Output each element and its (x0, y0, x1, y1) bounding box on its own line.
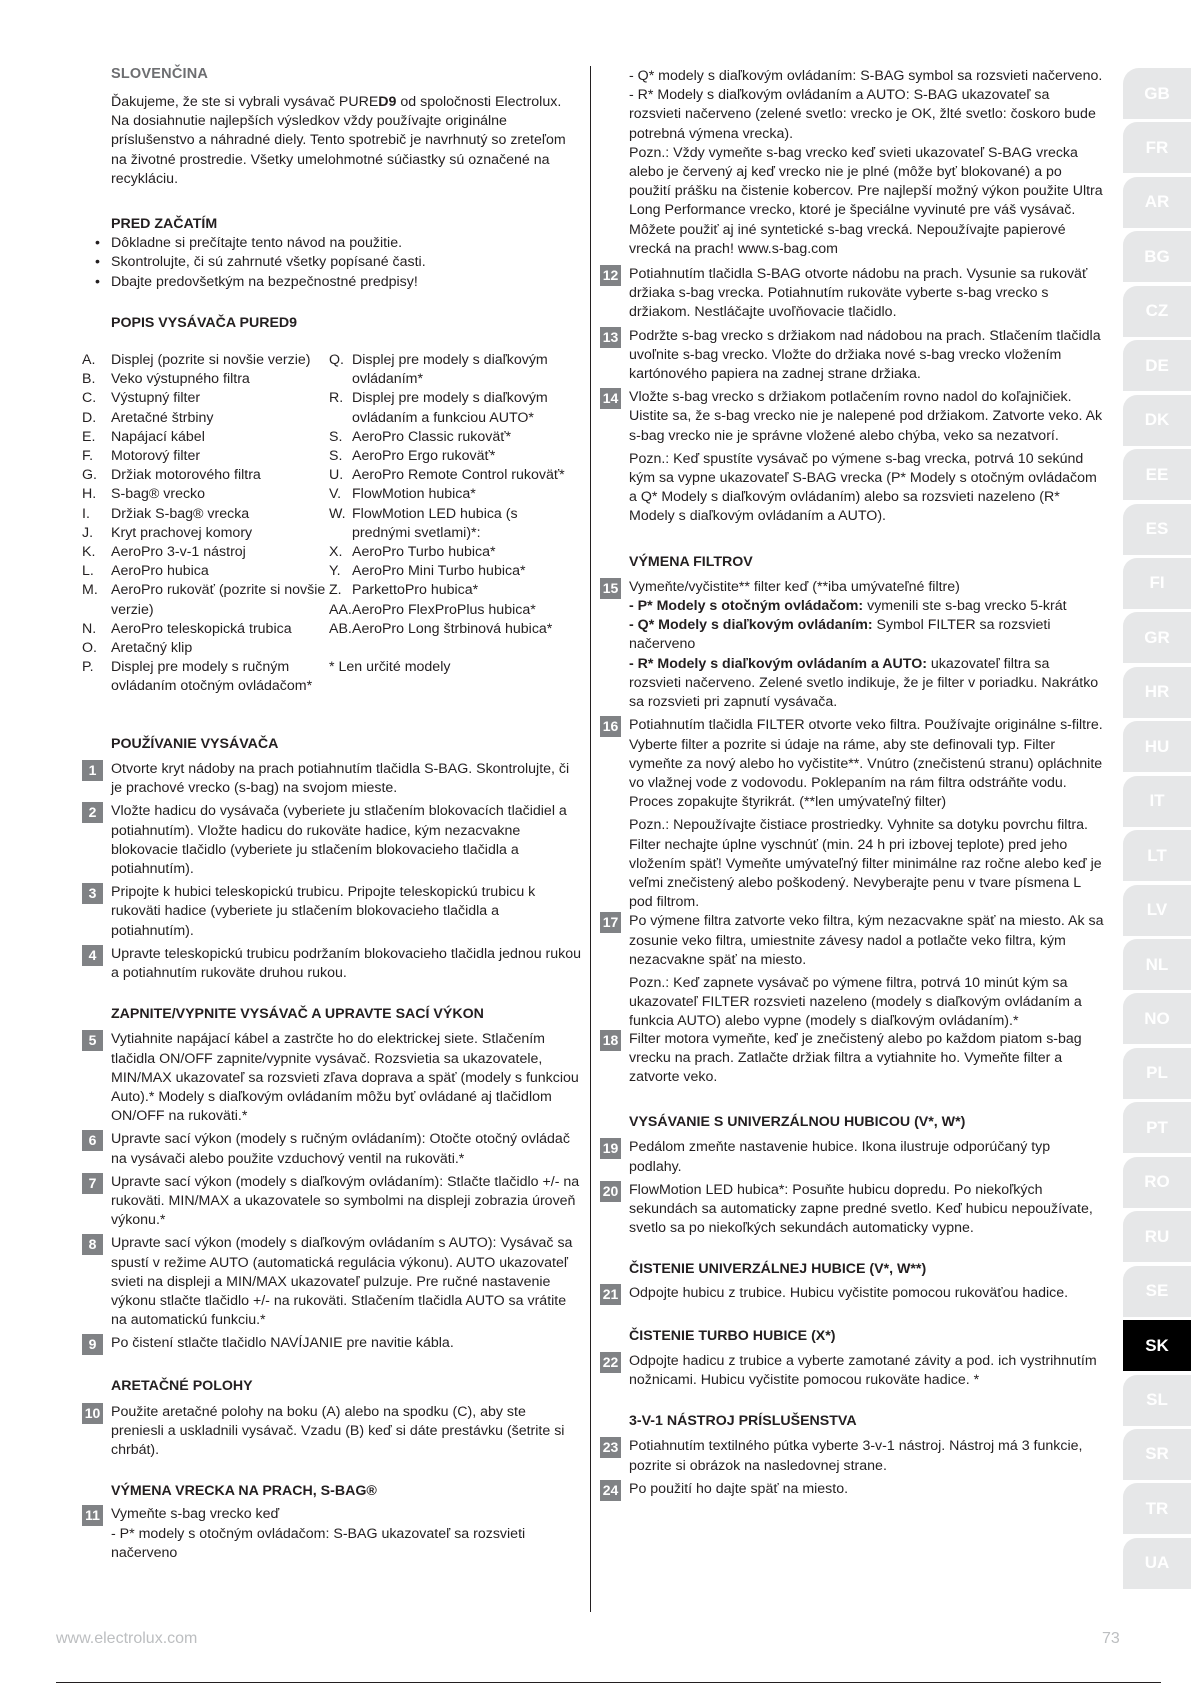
part-item: H. S-bag® vrecko (82, 486, 206, 503)
section-heading-using: POUŽÍVANIE VYSÁVAČA (111, 735, 279, 752)
part-item: K. AeroPro 3-v-1 nástroj (82, 544, 246, 561)
step-number-badge: 23 (600, 1437, 621, 1458)
part-item: P. Displej pre modely s ručným ovládaním otočným ovládačom* (82, 659, 313, 695)
tab-se[interactable]: SE (1123, 1266, 1191, 1317)
step-item: 10 Použite aretačné polohy na boku (A) alebo na spodku (C), aby ste preniesli a uskladnili vysávač. Vzadu (B) keď si dáte prestávku (šetrite si chrbát). (82, 1403, 582, 1461)
model-p-label: - P* Modely s otočným ovládačom: (629, 598, 864, 615)
left-column (82, 66, 582, 1563)
step-number-badge: 14 (600, 388, 621, 409)
step-item: 18 Filter motora vymeňte, keď je znečistený alebo po každom piatom s-bag vrecku na prach. Zatlačte držiak filtra a vytiahnite ho. Vymeňte filter a zatvorte veko. (600, 1030, 1105, 1088)
tab-lt[interactable]: LT (1123, 830, 1191, 881)
sbag-reset-note: Pozn.: Keď spustíte vysávač po výmene s-bag vrecka, potrvá 10 sekúnd kým sa vypne ukazovateľ S-BAG vrecka (P* Modely s otočným ovládačom a Q* Modely s diaľkovým ovládaním) alebo sa rozsvieti nazeleno (R* Modely s diaľkovým ovládaním a AUTO). (629, 450, 1097, 525)
part-item: V. FlowMotion hubica* (329, 486, 476, 503)
step-number-badge: 24 (600, 1480, 621, 1501)
part-item: D. Aretačné štrbiny (82, 409, 214, 426)
part-item: AB. AeroPro Long štrbinová hubica* (329, 620, 553, 637)
part-item: X. AeroPro Turbo hubica* (329, 544, 496, 561)
parts-column-2 (329, 351, 576, 697)
step-number-badge: 21 (600, 1284, 621, 1305)
tab-ee[interactable]: EE (1123, 449, 1191, 500)
sbag-note: Pozn.: Vždy vymeňte s-bag vrecko keď svieti ukazovateľ S-BAG vrecka alebo je červený aj keď vrecko nie je plné (môže byť blokované) a po použití prášku na čistenie kobercov. Pre najlepší možný výkon použite Ultra Long Performance vrecko, ktoré je špeciálne vyvinuté pre váš vysávač. Môžete použiť aj iné syntetické s-bag vrecká. Nepoužívajte papierové vrecká na prach! www.s-bag.com (629, 144, 1103, 257)
step-item: 1 Otvorte kryt nádoby na prach potiahnutím tlačidla S-BAG. Skontrolujte, či je prachové vrecko (s-bag) na svojom mieste. (82, 760, 582, 798)
part-item: Z. ParkettoPro hubica* (329, 582, 479, 599)
intro-text (82, 93, 582, 189)
step-item: 6 Upravte sací výkon (modely s ručným ovládaním): Otočte otočný ovládač na vysávači alebo použite vzduchový ventil na rukoväti.* (82, 1130, 582, 1168)
part-item: I. Držiak S-bag® vrecka (82, 505, 250, 522)
step-number-badge: 7 (82, 1173, 103, 1194)
step-number-badge: 17 (600, 912, 621, 933)
step-item: 17 Po výmene filtra zatvorte veko filtra, kým nezacvakne späť na miesto. Ak sa zosunie veko filtra, umiestnite závesy nadol a potlačte veko filtra, kým nezacvakne späť na miesto. (600, 912, 1105, 970)
part-item: S. AeroPro Classic rukoväť* (329, 428, 512, 445)
step-number-badge: 4 (82, 945, 103, 966)
part-item: A. Displej (pozrite si novšie verzie) (82, 352, 311, 369)
section-heading-parking: ARETAČNÉ POLOHY (111, 1378, 253, 1395)
right-column (600, 66, 1105, 1501)
section-heading-sbag: VÝMENA VRECKA NA PRACH, S-BAG® (111, 1483, 377, 1500)
tab-tr[interactable]: TR (1123, 1483, 1191, 1534)
page-number: 73 (1102, 1630, 1120, 1647)
part-item: L. AeroPro hubica (82, 563, 209, 580)
step-number-badge: 2 (82, 802, 103, 823)
list-item: • Dbajte predovšetkým na bezpečnostné predpisy! (82, 273, 582, 292)
step-item: 23 Potiahnutím textilného pútka vyberte 3-v-1 nástroj. Nástroj má 3 funkcie, pozrite si obrázok na nasledovnej strane. (600, 1437, 1105, 1475)
step-number-badge: 19 (600, 1138, 621, 1159)
language-tabs (1123, 68, 1191, 1592)
step-item: 13 Podržte s-bag vrecko s držiakom nad nádobou na prach. Stlačením tlačidla uvoľnite s-bag vrecko. Vložte do držiaka nové s-bag vrecko vložením kartónového papiera na zadnej strane držiaka. (600, 327, 1105, 385)
step-number-badge: 10 (82, 1403, 103, 1424)
step-item: 3 Pripojte k hubici teleskopickú trubicu. Pripojte teleskopickú trubicu k rukoväti hadice (vyberiete ju stlačením blokovacieho tlačidla a potiahnutím). (82, 883, 582, 941)
tab-nl[interactable]: NL (1123, 939, 1191, 990)
step-number-badge: 9 (82, 1334, 103, 1355)
part-item: E. Napájací kábel (82, 428, 205, 445)
parts-list (82, 351, 582, 697)
step-number-badge: 3 (82, 883, 103, 904)
step-item: 14 Vložte s-bag vrecko s držiakom potlačením rovno nadol do koľajničiek. Uistite sa, že s-bag vrecko nie je nalepené pod držiakom. Zatvorte veko. Ak s-bag vrecko nie je správne vložené alebo chýba, veko sa nezatvorí. (600, 388, 1105, 446)
model-r-label: - R* Modely s diaľkovým ovládaním a AUTO: (629, 655, 927, 672)
intro-text-a: Ďakujeme, že ste si vybrali vysávač PURE (111, 94, 379, 110)
step-item: 4 Upravte teleskopickú trubicu podržaním blokovacieho tlačidla jednou rukou a potiahnutím rukoväte druhou rukou. (82, 945, 582, 983)
section-heading-before-start: PRED ZAČATÍM (111, 216, 218, 233)
part-item: F. Motorový filter (82, 448, 201, 465)
part-item: G. Držiak motorového filtra (82, 467, 261, 484)
step-item (82, 1505, 582, 1563)
tab-gr[interactable]: GR (1123, 612, 1191, 663)
tab-de[interactable]: DE (1123, 340, 1191, 391)
step-item: 12 Potiahnutím tlačidla S-BAG otvorte nádobu na prach. Vysunie sa rukoväť držiaka s-bag vrecka. Potiahnutím rukoväte vyberte s-bag vrecko s držiakom. Nestláčajte uvoľňovacie tlačidlo. (600, 265, 1105, 323)
step-number-badge: 11 (82, 1505, 103, 1526)
part-item: J. Kryt prachovej komory (82, 524, 253, 541)
step-11-continued-r: - R* Modely s diaľkovým ovládaním a AUTO: S-BAG ukazovateľ sa rozsvieti načerveno (zelené svetlo: vrecko je OK, žlté svetlo: čoskoro bude potrebná výmena vrecka). (629, 87, 1096, 142)
step-number-badge: 22 (600, 1352, 621, 1373)
language-title: SLOVENČINA (111, 66, 209, 82)
tab-dk[interactable]: DK (1123, 395, 1191, 446)
tab-fr[interactable]: FR (1123, 122, 1191, 173)
step-number-badge: 5 (82, 1030, 103, 1051)
tab-it[interactable]: IT (1123, 776, 1191, 827)
footer-url[interactable]: www.electrolux.com (56, 1630, 198, 1647)
tab-hr[interactable]: HR (1123, 667, 1191, 718)
tab-ru[interactable]: RU (1123, 1211, 1191, 1262)
tab-cz[interactable]: CZ (1123, 286, 1191, 337)
part-item: B. Veko výstupného filtra (82, 371, 250, 388)
part-item: O. Aretačný klip (82, 640, 193, 657)
step-number-badge: 1 (82, 760, 103, 781)
tab-pl[interactable]: PL (1123, 1048, 1191, 1099)
part-item: S. AeroPro Ergo rukoväť* (329, 448, 496, 465)
step-item: 22 Odpojte hadicu z trubice a vyberte zamotané závity a pod. ich vystrihnutím nožnicami. Hubicu vyčistite pomocou rukoväte hadice. * (600, 1352, 1105, 1390)
section-heading-tool: 3-V-1 NÁSTROJ PRÍSLUŠENSTVA (629, 1413, 857, 1430)
section-heading-clean-universal: ČISTENIE UNIVERZÁLNEJ HUBICE (V*, W**) (629, 1261, 927, 1278)
before-start-list (82, 234, 582, 292)
part-item: U. AeroPro Remote Control rukoväť* (329, 467, 565, 484)
part-item: Y. AeroPro Mini Turbo hubica* (329, 563, 526, 580)
step-item: 20 FlowMotion LED hubica*: Posuňte hubicu dopredu. Po niekoľkých sekundách sa automaticky zapne predné svetlo. Keď hubicu nepoužívate, svetlo sa po niekoľkých sekundách automaticky vypne. (600, 1181, 1105, 1239)
model-q-label: - Q* Modely s diaľkovým ovládaním: (629, 617, 873, 634)
tab-pt[interactable]: PT (1123, 1102, 1191, 1153)
tab-ua[interactable]: UA (1123, 1538, 1191, 1589)
footer-divider (56, 1682, 1161, 1683)
section-heading-clean-turbo: ČISTENIE TURBO HUBICE (X*) (629, 1327, 836, 1344)
step-number-badge: 20 (600, 1181, 621, 1202)
tab-sl[interactable]: SL (1123, 1375, 1191, 1426)
tab-lv[interactable]: LV (1123, 885, 1191, 936)
part-item: W. FlowMotion LED hubica (s prednými svetlami)*: (329, 505, 518, 541)
tab-ro[interactable]: RO (1123, 1157, 1191, 1208)
model-p-text: vymenili ste s-bag vrecko 5-krát (863, 598, 1067, 615)
section-heading-power: ZAPNITE/VYPNITE VYSÁVAČ A UPRAVTE SACÍ VÝKON (111, 1006, 484, 1023)
section-heading-universal-nozzle: VYSÁVANIE S UNIVERZÁLNOU HUBICOU (V*, W*) (629, 1114, 966, 1131)
column-divider (590, 66, 591, 1612)
step-subtext: - P* modely s otočným ovládačom: S-BAG ukazovateľ sa rozsvieti načerveno (111, 1525, 526, 1561)
parts-column-1 (82, 351, 329, 697)
step-item: 24 Po použití ho dajte späť na miesto. (600, 1480, 1105, 1501)
step-text: Vymeňte s-bag vrecko keď (111, 1506, 280, 1523)
filter-note: Pozn.: Nepoužívajte čistiace prostriedky. Vyhnite sa dotyku povrchu filtra. Filter nechajte úplne vyschnúť (min. 24 h pri izbovej teplote) pred jeho vložením späť! Vymeňte umývateľný filter minimálne raz ročne alebo keď je veľmi znečistený alebo poškodený. Nevyberajte penu v tvare písmena L pod filtrom. (629, 817, 1102, 911)
step-text: Vymeňte/vyčistite** filter keď (**iba umývateľné filtre) (629, 578, 960, 595)
step-11-continued-q: - Q* modely s diaľkovým ovládaním: S-BAG symbol sa rozsvieti načerveno. (629, 68, 1103, 84)
step-number-badge: 8 (82, 1234, 103, 1255)
step-number-badge: 6 (82, 1130, 103, 1151)
tab-bg[interactable]: BG (1123, 231, 1191, 282)
step-item (600, 578, 1105, 712)
list-item: • Dôkladne si prečítajte tento návod na použitie. (82, 234, 582, 253)
step-number-badge: 13 (600, 327, 621, 348)
step-number-badge: 12 (600, 265, 621, 286)
step-item: 7 Upravte sací výkon (modely s diaľkovým ovládaním): Stlačte tlačidlo +/- na rukoväti. MIN/MAX a ukazovatele so symbolmi na displeji zobrazia úroveň výkonu.* (82, 1173, 582, 1231)
part-item: R. Displej pre modely s diaľkovým ovládaním a funkciou AUTO* (329, 390, 548, 426)
step-item: 8 Upravte sací výkon (modely s diaľkovým ovládaním s AUTO): Vysávač sa spustí v režime AUTO (automatická regulácia výkonu). AUTO ukazovateľ svieti na displeji a MIN/MAX ukazovateľ pulzuje. Pre ručné nastavenie výkonu stlačte tlačidlo +/- na rukoväti. Stlačením tlačidla AUTO sa vrátite na automatickú funkciu.* (82, 1234, 582, 1330)
tab-no[interactable]: NO (1123, 993, 1191, 1044)
section-heading-filters: VÝMENA FILTROV (629, 553, 753, 570)
part-item: N. AeroPro teleskopická trubica (82, 620, 292, 637)
model-r-text: ukazovateľ filtra sa rozsvieti načerveno. Zelené svetlo indikuje, že je filter v poriadku. Nakrátko sa rozsvieti pri zapnutí vysávača. (629, 655, 1099, 711)
step-number-badge: 18 (600, 1030, 621, 1051)
step-item: 19 Pedálom zmeňte nastavenie hubice. Ikona ilustruje odporúčaný typ podlahy. (600, 1138, 1105, 1176)
tab-fi[interactable]: FI (1123, 558, 1191, 609)
tab-gb[interactable]: GB (1123, 68, 1191, 119)
tab-hu[interactable]: HU (1123, 721, 1191, 772)
tab-ar[interactable]: AR (1123, 177, 1191, 228)
tab-sr[interactable]: SR (1123, 1429, 1191, 1480)
list-item: • Skontrolujte, či sú zahrnuté všetky popísané časti. (82, 253, 582, 272)
tab-es[interactable]: ES (1123, 504, 1191, 555)
part-item: C. Výstupný filter (82, 390, 201, 407)
part-item: AA. AeroPro FlexProPlus hubica* (329, 601, 536, 618)
section-heading-description: POPIS VYSÁVAČA PURED9 (111, 314, 298, 331)
step-number-badge: 15 (600, 578, 621, 599)
step-item: 2 Vložte hadicu do vysávača (vyberiete ju stlačením blokovacích tlačidiel a potiahnutím). Vložte hadicu do rukoväte hadice, kým nezacvakne blokovacie tlačidlo (vyberiete ju stlačením blokovacieho tlačidla a potiahnutím). (82, 802, 582, 879)
step-item: 16 Potiahnutím tlačidla FILTER otvorte veko filtra. Používajte originálne s-filtre. Vyberte filter a pozrite si údaje na ráme, aby ste definovali typ. Filter vymeňte za nový alebo ho vyčistite**. Vnútro (znečistenú stranu) opláchnite vo vlažnej vode z vodovodu. Poklepaním na rám filtra odstráňte vodu. Proces zopakujte štyrikrát. (**len umývateľný filter) (600, 716, 1105, 812)
models-note: * Len určité modely (329, 659, 451, 676)
model-q-text: Symbol FILTER sa rozsvieti načerveno (629, 617, 1051, 653)
intro-text-c: od spoločnosti Electrolux. Na dosiahnutie najlepších výsledkov vždy používajte originálne príslušenstvo a náhradné diely. Tento spotrebič je navrhnutý so zreteľom na životné prostredie. Všetky umelohmotné súčiastky sú označené na recykláciu. (111, 94, 566, 187)
part-item: Q. Displej pre modely s diaľkovým ovládaním* (329, 352, 548, 388)
step-item: 5 Vytiahnite napájací kábel a zastrčte ho do elektrickej siete. Stlačením tlačidla ON/OFF zapnite/vypnite vysávač. Rozsvietia sa ukazovatele, MIN/MAX ukazovateľ sa rozsvieti zľava doprava a späť (modely s funkciou Auto).* Modely s diaľkovým ovládaním môžu byť ovládané aj tlačidlom ON/OFF na rukoväti.* (82, 1030, 582, 1126)
intro-text-model: D9 (378, 94, 397, 110)
step-number-badge: 16 (600, 716, 621, 737)
filter-reset-note: Pozn.: Keď zapnete vysávač po výmene filtra, potrvá 10 minút kým sa ukazovateľ FILTER rozsvieti nazeleno (modely s diaľkovým ovládaním a funkcia AUTO) alebo vypne (modely s diaľkovým ovládaním).* (629, 974, 1082, 1030)
step-item: 21 Odpojte hubicu z trubice. Hubicu vyčistite pomocou rukoväťou hadice. (600, 1284, 1105, 1305)
step-item: 9 Po čistení stlačte tlačidlo NAVÍJANIE pre navitie kábla. (82, 1334, 582, 1355)
tab-sk[interactable]: SK (1123, 1320, 1191, 1371)
part-item: M. AeroPro rukoväť (pozrite si novšie verzie) (82, 582, 326, 618)
